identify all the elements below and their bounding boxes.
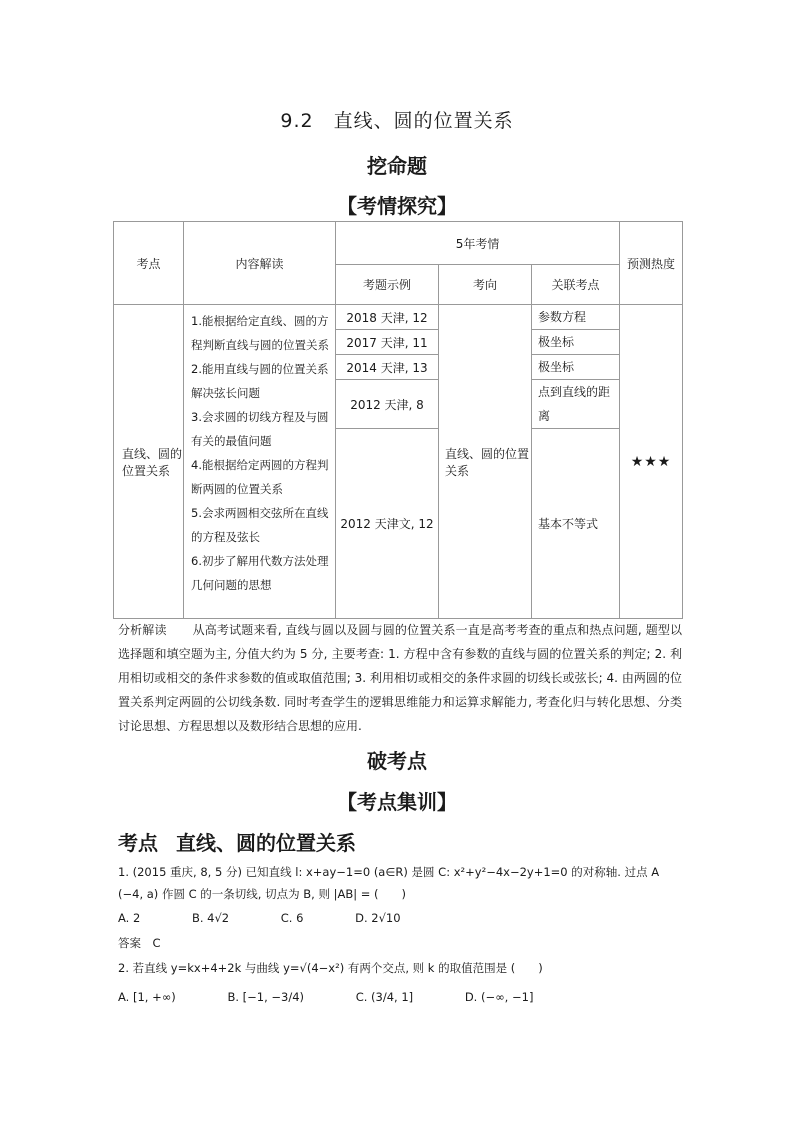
- content-item: 3.会求圆的切线方程及与圆有关的最值问题: [191, 410, 329, 448]
- content-item: 5.会求两圆相交弦所在直线的方程及弦长: [191, 506, 329, 544]
- section-title-wamingti: 挖命题: [367, 154, 427, 178]
- related-cell: 基本不等式: [532, 429, 620, 619]
- header-yuce: 预测热度: [620, 222, 683, 305]
- section-subtitle-kaoqing: 【考情探究】: [337, 194, 457, 218]
- kaodian-name: 直线、圆的位置关系: [176, 831, 356, 855]
- option-a: A. [1, +∞): [118, 990, 176, 1004]
- related-cell: 点到直线的距离: [532, 380, 620, 429]
- question-2: 2. 若直线 y=kx+4+2k 与曲线 y=√(4−x²) 有两个交点, 则 k 的取值范围是 ( ): [118, 961, 543, 975]
- analysis-text: 从高考试题来看, 直线与圆以及圆与圆的位置关系一直是高考考查的重点和热点问题, 题型以选择题和填空题为主, 分值大约为 5 分, 主要考查: 1. 方程中含有参数的直线与圆的位置关系的判定; 2. 利用相切或相交的条件求参数的值或取值范围; 3. 利用相切或相交的条件求圆的切线长或弦长; 4. 由两圆的位置关系判定两圆的公切线条数. 同时考查学生的逻辑思维能力和运算求解能力, 考查化归与转化思想、分类讨论思想、方程思想以及数形结合思想的应用.: [118, 623, 682, 733]
- question-1: 1. (2015 重庆, 8, 5 分) 已知直线 l: x+ay−1=0 (a∈R) 是圆 C: x²+y²−4x−2y+1=0 的对称轴. 过点 A (−4, a) 作圆 C 的一条切线, 切点为 B, 则 |AB| = ( ): [118, 865, 660, 901]
- heat-stars: ★★★: [620, 305, 683, 619]
- option-d: D. (−∞, −1]: [464, 990, 534, 1004]
- option-d: D. 2√10: [355, 911, 401, 925]
- chapter-title: 9.2 直线、圆的位置关系: [280, 110, 514, 132]
- content-item: 4.能根据给定两圆的方程判断两圆的位置关系: [191, 458, 329, 496]
- content-item: 6.初步了解用代数方法处理几何问题的思想: [191, 554, 329, 592]
- header-neirong: 内容解读: [184, 222, 336, 305]
- option-b: B. 4√2: [191, 911, 230, 925]
- header-kaodian: 考点: [114, 222, 184, 305]
- kaodian-label: 考点: [118, 831, 158, 855]
- exam-analysis-table: [113, 221, 683, 619]
- question-2-options: [118, 990, 581, 1004]
- question-1-answer: 答案 C: [118, 936, 161, 950]
- related-cell: 极坐标: [532, 355, 620, 380]
- question-1-options: [118, 911, 449, 925]
- header-kaoxiang: 考向: [439, 265, 532, 305]
- content-item: 2.能用直线与圆的位置关系解决弦长问题: [191, 362, 329, 400]
- section-title-pokaodian: 破考点: [367, 749, 427, 773]
- header-guanlian: 关联考点: [532, 265, 620, 305]
- related-cell: 极坐标: [532, 330, 620, 355]
- option-b: B. [−1, −3/4): [227, 990, 305, 1004]
- example-cell: 2014 天津, 13: [336, 355, 439, 380]
- analysis-paragraph: [118, 618, 682, 738]
- related-cell: 参数方程: [532, 305, 620, 330]
- example-cell: 2012 天津文, 12: [336, 429, 439, 619]
- header-shili: 考题示例: [336, 265, 439, 305]
- option-a: A. 2: [118, 911, 141, 925]
- example-cell: 2012 天津, 8: [336, 380, 439, 429]
- example-cell: 2017 天津, 11: [336, 330, 439, 355]
- kaodian-heading: [118, 827, 374, 856]
- header-wunian: 5年考情: [336, 222, 620, 265]
- example-cell: 2018 天津, 12: [336, 305, 439, 330]
- analysis-label: 分析解读: [118, 623, 167, 637]
- option-c: C. 6: [280, 911, 304, 925]
- option-c: C. (3/4, 1]: [355, 990, 414, 1004]
- row-kaodian: 直线、圆的位置关系: [114, 305, 184, 619]
- section-subtitle-jixun: 【考点集训】: [337, 790, 457, 814]
- row-kaoxiang: 直线、圆的位置关系: [439, 305, 532, 619]
- content-item: 1.能根据给定直线、圆的方程判断直线与圆的位置关系: [191, 314, 329, 352]
- row-content: [184, 305, 336, 619]
